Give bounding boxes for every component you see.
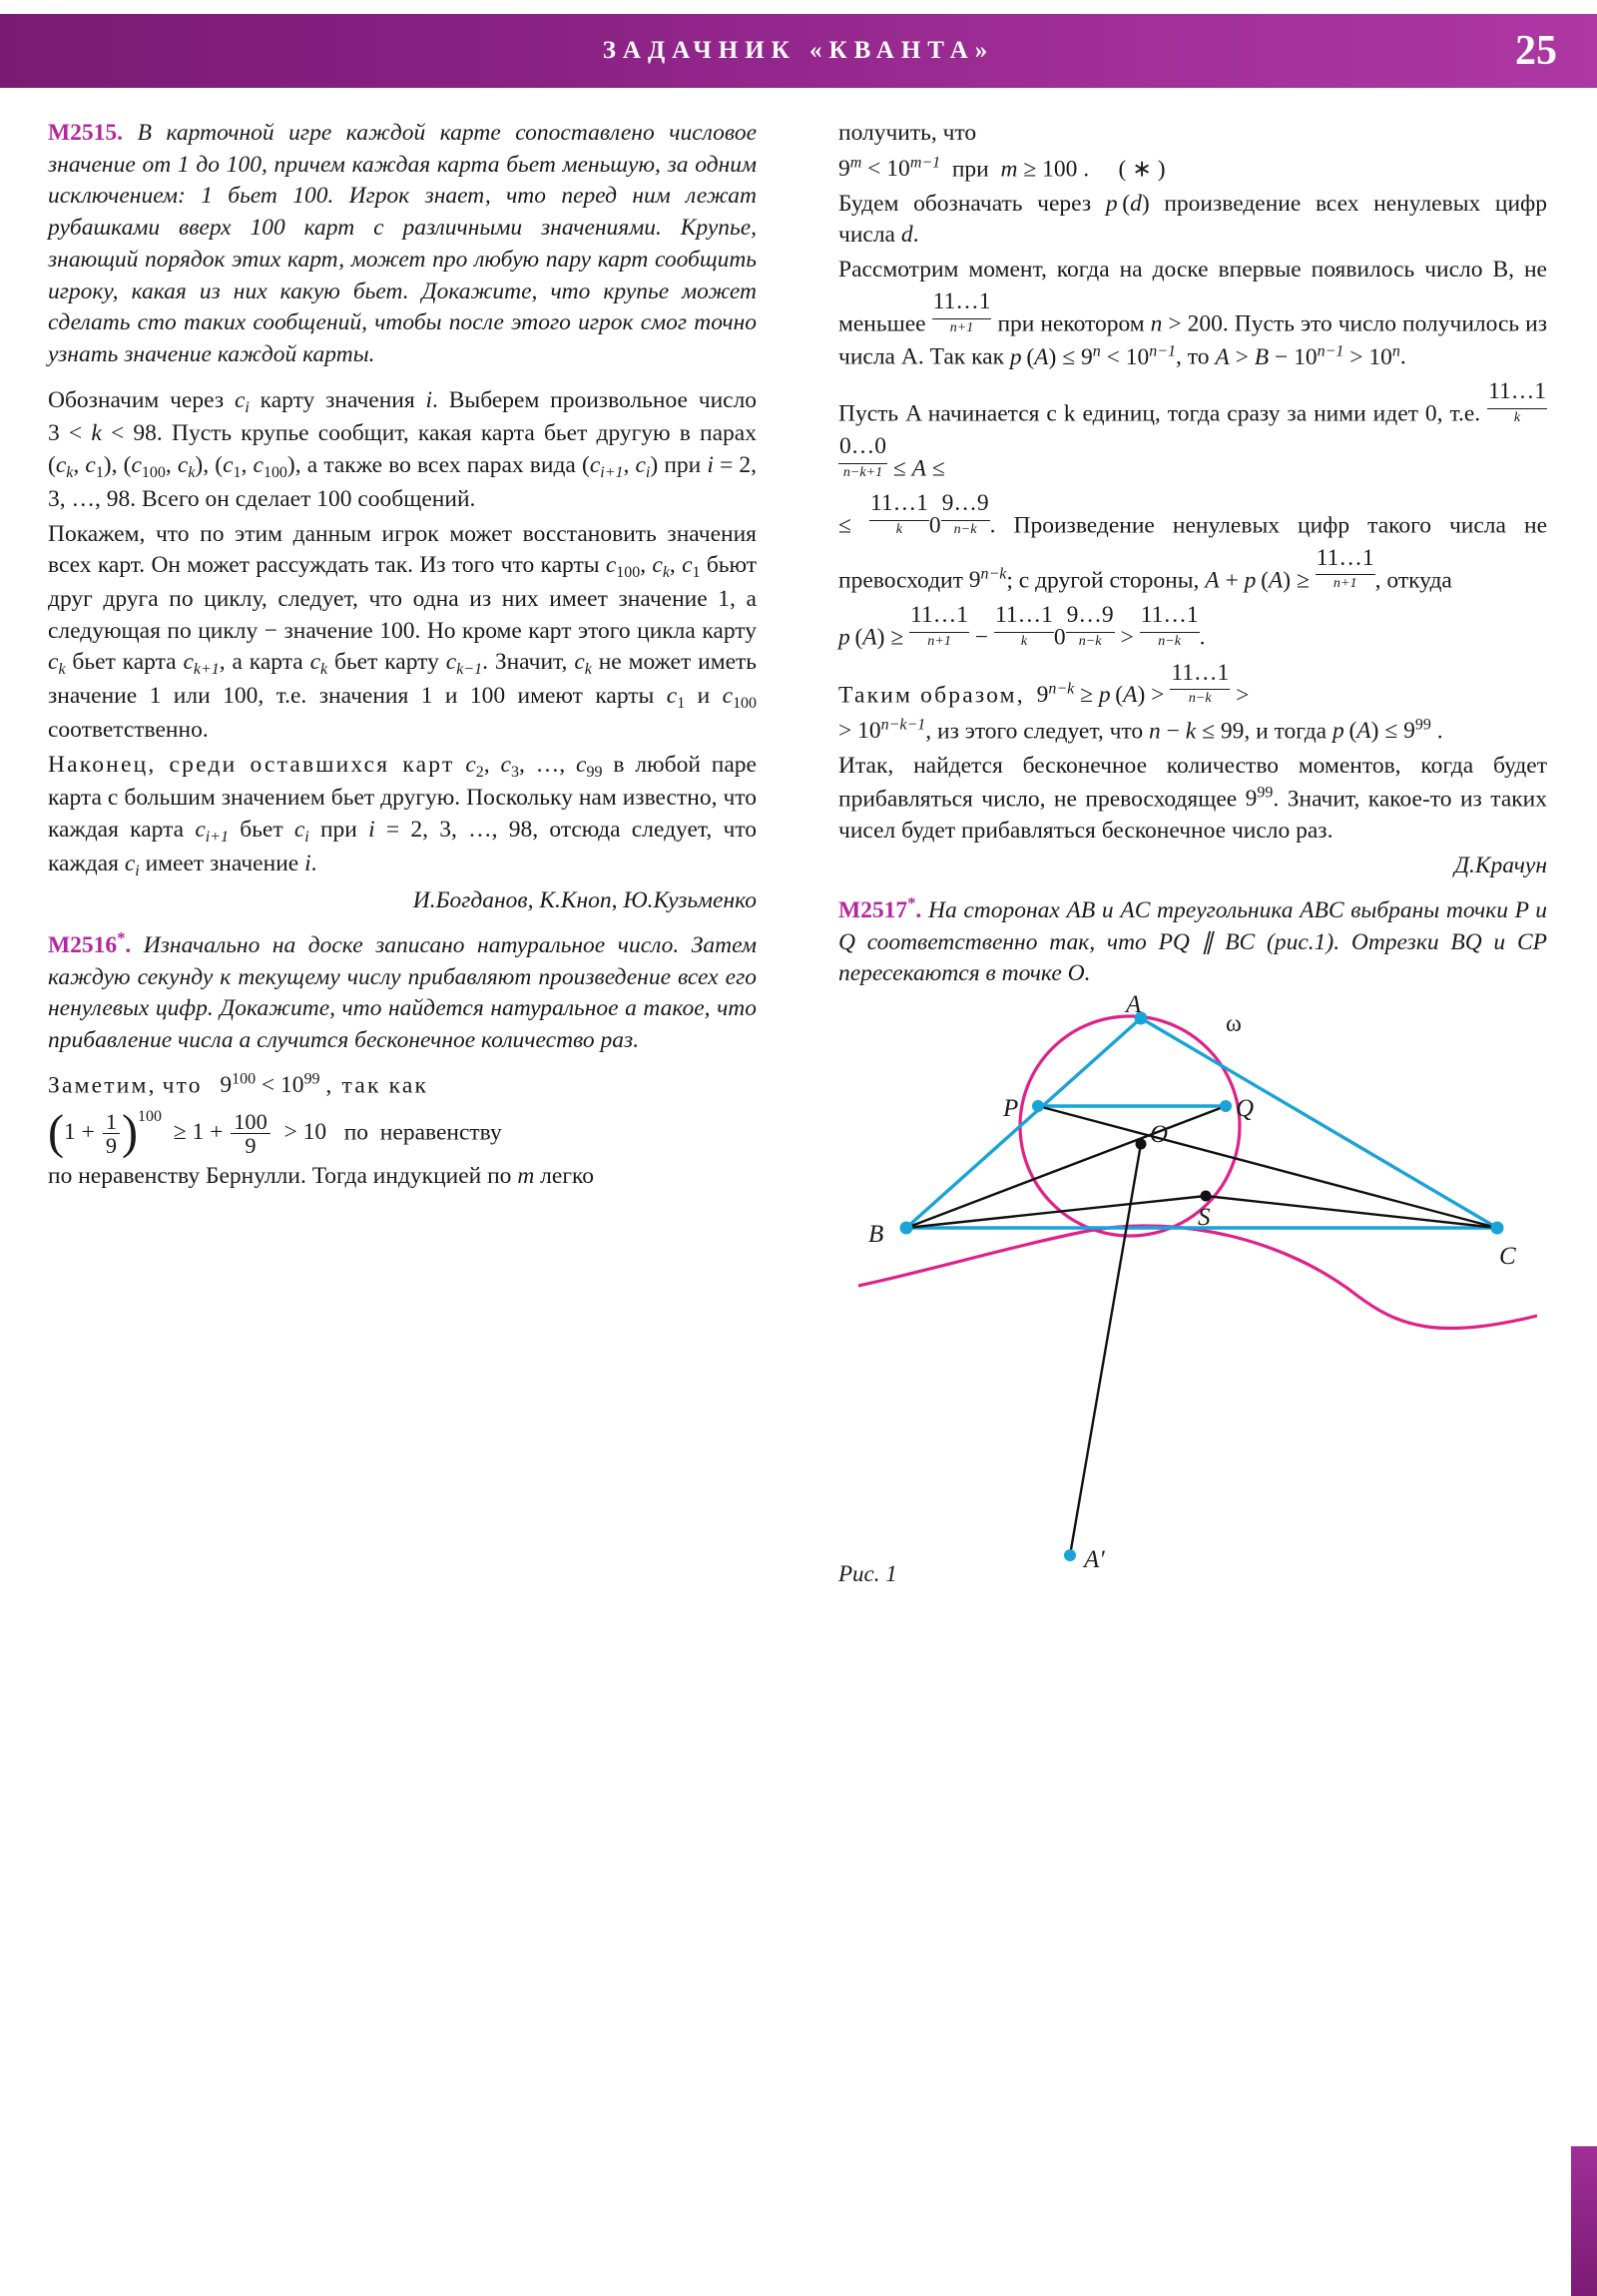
r-p4c: , откуда (1374, 567, 1452, 594)
author-2516: Д.Крачун (1454, 853, 1547, 879)
r-p2d: , то (1175, 343, 1210, 370)
r-p4b: ; с другой стороны, (1006, 567, 1200, 594)
problem-2517 (838, 892, 1547, 990)
segment-bq (906, 1106, 1226, 1228)
r-p2b: при некотором (997, 310, 1145, 337)
sol-p1d: Пусть крупье сообщит, какая карта бьет другую в парах (171, 420, 757, 447)
figure-1-svg (838, 996, 1547, 1595)
right-par4: ≤ 11…1 k 0 9…9 n−k . Произведение ненулевых цифр такого числа не превосходит $9^{n-k}$; с другой стороны, A + p (A) ≥ 11…1 n+1 , откуда (838, 490, 1547, 594)
problem-2517-text: На сторонах AB и AC треугольника ABC выбраны точки P и Q соответственно так, что PQ ∥ BC (рис.1). Отрезки BQ и CP пересекаются в точке O. (838, 896, 1548, 987)
sol-p1g: = 2, 3, …, 98. Всего он сделает 100 сообщений. (48, 452, 758, 512)
r-p5c: , и тогда (1244, 718, 1328, 745)
label-p: P (1003, 1095, 1019, 1123)
cont-line: получить, что (838, 120, 977, 146)
label-a: A (1126, 991, 1142, 1019)
sol-p2i: соответственно. (48, 716, 209, 743)
label-q: Q (1236, 1095, 1255, 1123)
solution-2516-line2: по неравенству Бернулли. Тогда индукцией по m легко (48, 1162, 594, 1189)
segment-cp (1038, 1106, 1497, 1228)
sol-p3f: имеет значение (145, 850, 299, 876)
point-c (1491, 1222, 1504, 1235)
right-par6: Итак, найдется бесконечное количество моментов, когда будет прибавляться число, не превосходящее $9^{99}$. Значит, какое-то из таких чисел будет прибавляться бесконечное число раз. (838, 752, 1548, 844)
eq-star-cond: при (951, 156, 989, 183)
problem-2516 (48, 927, 757, 1057)
page-number: 25 (1515, 28, 1557, 74)
label-o: O (1150, 1121, 1169, 1149)
sol-p3d: при (319, 816, 357, 843)
equation-star: $9^m < 10^{m-1}$ при m ≥ 100 . ( ∗ ) (838, 154, 1166, 183)
sol2516-end: легко (540, 1162, 594, 1189)
sol-p3e: = 2, 3, …, 98, отсюда следует, что каждая (48, 816, 758, 876)
solution-2516-formula: (1 + $\frac{1}{9}$ )$^{100}$ ≥ 1 + $\frac{100}{9}$ > 10 по неравенству (48, 1106, 502, 1160)
solution-2515-par3: Наконец, среди оставшихся карт $c_2$, $c_3$, …, $c_{99}$ в любой паре карта с большим значением бьет другую. Поскольку нам известно, что каждая карта $c_{i+1}$ бьет $c_i$ при i = 2, 3, …, 98, отсюда следует, что каждая $c_i$ имеет значение i. (48, 751, 758, 879)
page-title: ЗАДАЧНИК «КВАНТА» (602, 37, 995, 64)
figure-caption: Рис. 1 (838, 1561, 897, 1587)
sol-p3c: бьет (240, 816, 283, 843)
arc-magenta (858, 1226, 1537, 1329)
r-p2c: > 200. Пусть это число получилось из числа A. Так как (838, 310, 1547, 370)
right-par5: Таким образом, $9^{n-k} \ge p$ (A) > 11…1 n−k > (838, 659, 1250, 709)
left-column (48, 118, 757, 1195)
problem-2516-id: M2516*. (48, 928, 132, 958)
sol-p1a: Обозначим через (48, 386, 225, 413)
r-p6: Итак, найдется бесконечное количество моментов, когда будет прибавляться число, не превосходящее (838, 752, 1547, 812)
point-q (1220, 1100, 1232, 1112)
r-p5a: Таким образом, (838, 682, 1025, 709)
r-p6b: . Значит, какое-то из таких чисел будет прибавляться бесконечное число раз. (838, 786, 1548, 844)
sol2516-a: Заметим, (48, 1072, 157, 1098)
point-o (1136, 1139, 1147, 1150)
sol2516-tail: по неравенству Бернулли. Тогда индукцией по (48, 1162, 512, 1189)
eq-star-label: ( ∗ ) (1118, 156, 1166, 183)
label-c: C (1499, 1243, 1516, 1271)
r-p4a: . Произведение ненулевых цифр такого числа не превосходит (838, 512, 1547, 594)
problem-2515-id: M2515. (48, 120, 124, 146)
problem-2517-id: M2517*. (838, 893, 922, 923)
right-par2: Рассмотрим момент, когда на доске впервые появилось число B, не меньшее 11…1 n+1 при некотором n > 200. Пусть это число получилось из числа A. Так как p $(A) \le 9^n < 10^{n-1}$, то $A > B - 10^{n-1} > 10^n$. (838, 257, 1547, 370)
right-column (838, 118, 1547, 1595)
point-b (900, 1222, 913, 1235)
label-a-prime: A′ (1084, 1546, 1105, 1574)
sol-p1b: карту значения (260, 386, 415, 413)
right-eq-p: p (A) ≥ 11…1 n+1 − 11…1 k 0 9…9 n−k > 11…1 n−k . (838, 602, 1206, 651)
r-p2a: Рассмотрим момент, когда на доске впервые появилось число B, не меньшее (838, 257, 1547, 337)
sol-p2g: не может иметь значение 1 или 100, т.е. значения 1 и 100 имеют карты (48, 649, 757, 710)
sol-p2a: Покажем, что по этим данным игрок может восстановить значения всех карт. Он может рассуждать так. Из того что карты (48, 520, 757, 579)
label-omega: ω (1226, 1011, 1242, 1038)
right-par3: Пусть A начинается с k единиц, тогда сразу за ними идет 0, т.е. 11…1 k 0…0 n−k+1 ≤ A ≤ (838, 378, 1546, 482)
sol-p3a: Наконец, среди оставшихся карт (48, 751, 455, 778)
sol-p2c: бьет карта (72, 649, 177, 676)
r-p1a: Будем обозначать через (838, 190, 1092, 217)
label-b: B (868, 1221, 884, 1249)
r-p1b: произведение всех ненулевых цифр числа (838, 190, 1548, 249)
corner-accent (1571, 2146, 1597, 2296)
solution-2516-line1: Заметим, что $9^{100} < 10^{99}$ , так как (48, 1070, 429, 1098)
sol-p1c: Выберем произвольное число (448, 386, 758, 413)
right-par5b: > $10^{n-k-1}$, из этого следует, что n − k ≤ 99, и тогда p $(A) \le 9^{99}$ . (838, 716, 1443, 745)
problem-2516-text: Изначально на доске записано натуральное число. Затем каждую секунду к текущему числу прибавляют произведение всех его ненулевых цифр. Докажите, что найдется натуральное a такое, что прибавление числа a случится бесконечное количество раз. (48, 931, 757, 1053)
sol2516-b: что (162, 1072, 203, 1098)
problem-2515-text: В карточной игре каждой карте сопоставлено числовое значение от 1 до 100, причем каждая карта бьет меньшую, за одним исключением: 1 бьет 100. Игрок знает, что перед ним лежат рубашками вверх 100 карт с различными значениями. Крупье, знающий порядок этих карт, может про любую пару карт сообщить игроку, какая из них какую бьет. Докажите, что крупье может сделать сто таких сообщений, чтобы после этого игрок смог точно узнать значение каждой карты. (48, 120, 758, 368)
figure-1 (838, 991, 1547, 1595)
sol2516-c: , так как (325, 1072, 429, 1098)
point-p (1032, 1100, 1044, 1112)
sol-p2h: и (697, 683, 711, 710)
solution-2515-par2: Покажем, что по этим данным игрок может восстановить значения всех карт. Он может рассуждать так. Из того что карты $c_{100}$, $c_k$, $c_1$ бьют друг друга по циклу, следует, что одна из них имеет значение 1, а следующая по циклу − значение 100. Но кроме карт этого цикла карту $c_k$ бьет карта $c_{k+1}$, а карта $c_k$ бьет карту $c_{k-1}$. Значит, $c_k$ не может иметь значение 1 или 100, т.е. значения 1 и 100 имеют карты $c_1$ и $c_{100}$ соответственно. (48, 520, 758, 743)
solution-2515-par1: Обозначим через $c_i$ карту значения i. Выберем произвольное число 3 < k < 98. Пусть крупье сообщит, какая карта бьет другую в парах ($c_k$, $c_1$), ($c_{100}$, $c_k$), ($c_1$, $c_{100}$), а также во всех парах вида ($c_{i+1}$, $c_i$) при i = 2, 3, …, 98. Всего он сделает 100 сообщений. (48, 386, 758, 512)
sol-p3b: в любой паре карта с большим значением бьет другую. Поскольку нам известно, что каждая карта (48, 751, 757, 843)
authors-2515: И.Богданов, К.Кноп, Ю.Кузьменко (412, 887, 757, 914)
sol-p2b: бьют друг друга по циклу, следует, что одна из них имеет значение 1, а следующая по циклу − значение 100. Но кроме карт этого цикла карту (48, 552, 758, 644)
r-p5b: , из этого следует, что (925, 718, 1144, 745)
right-par1: Будем обозначать через p (d) произведение всех ненулевых цифр числа d. (838, 190, 1548, 249)
point-a-prime (1064, 1549, 1076, 1561)
label-s: S (1198, 1204, 1211, 1232)
sol-p2d: , а карта (219, 649, 303, 676)
problem-2515 (48, 118, 757, 371)
sol-p1e: а также во всех парах вида (306, 452, 576, 479)
sol-p2e: бьет карту (334, 649, 439, 676)
r-p3a: Пусть A начинается с k единиц, тогда сразу за ними идет 0, т.е. (838, 401, 1481, 428)
sol-p1f: при (664, 452, 702, 479)
point-s (1201, 1191, 1212, 1202)
sol-p2f: Значит, (494, 649, 568, 676)
